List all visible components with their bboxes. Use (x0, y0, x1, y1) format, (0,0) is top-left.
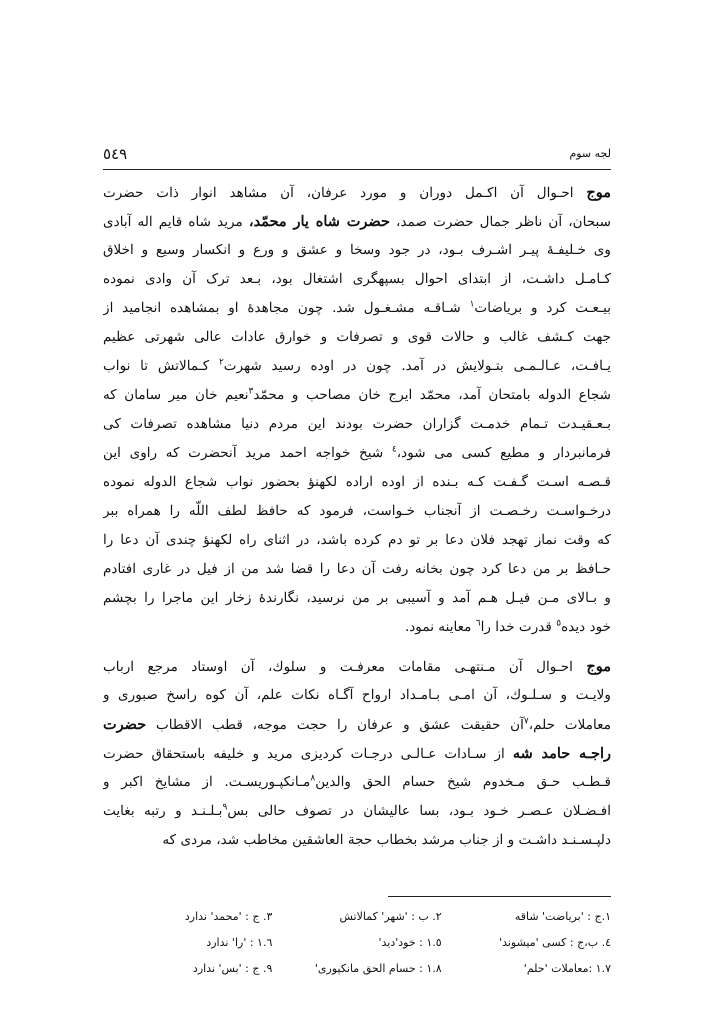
footnote: ١.ج : 'برياضت' شاقه (514, 910, 611, 923)
keyword: حضرت (103, 716, 147, 733)
keyword: موج (586, 184, 611, 201)
text-run: حـافظ بر من دعا كرد چون بخانه رفت آن دعا را قضا شد من از فيل در غارى افتادم (103, 561, 611, 577)
text-line (103, 739, 611, 768)
text-line (103, 236, 611, 265)
keyword: حضرت شاه يار محمّد، (248, 213, 390, 230)
body-text (103, 178, 611, 855)
text-line (103, 265, 611, 294)
text-line (103, 710, 611, 739)
text-run: شـاقـه مشـغـول شد. چون مجاهدهٔ او بمشاهده انجاميد از (103, 300, 470, 316)
text-run: مريد شاه قايم اله آبادى (103, 214, 249, 230)
text-run: خود ديده (561, 619, 611, 635)
text-run: افـضـلان عـصـر خـود بـود، بسا عاليشان در تصوف حالى بس (227, 803, 611, 819)
footnote-rule (388, 896, 611, 897)
text-line (103, 681, 611, 710)
footnote-marker: ٩ (222, 802, 228, 813)
text-run: نعيم خان مير سامان كه (103, 387, 249, 403)
text-run: فرمانبردار و مطيع كسى مى شود، (396, 445, 611, 461)
footnote: ١.٨ : حسام الحق مانكپورى' (314, 962, 442, 975)
text-line (103, 613, 611, 642)
text-run: سبحان، آن ناظر جمال حضرت صمد، (389, 214, 611, 230)
page-number: ٥٤٩ (103, 145, 128, 163)
text-line (103, 584, 611, 613)
footnote: ١.٦ : 'را' ندارد (206, 936, 273, 949)
footnote-marker: ٨ (310, 773, 316, 784)
text-run: شجاع الدوله بامتحان آمد، محمّد ايرج خان مصاحب و محمّد (253, 387, 611, 403)
text-run: جهت كـشف غالب و حالات قوى و تصرفات و خوارق عادات عالى شهرتى عظيم (103, 329, 611, 345)
keyword: موج (586, 658, 611, 675)
text-line (103, 352, 611, 381)
footnote-marker: ٤ (391, 444, 397, 455)
text-run: احـوال آن مـنتهـى مقامات معرفـت و سلوك، آن اوستاد مرجع ارباب (103, 659, 587, 675)
footnote-row (103, 904, 611, 930)
text-line (103, 178, 611, 207)
text-line (103, 526, 611, 555)
footnote: ١.٧ :معاملات 'حلم' (523, 962, 611, 975)
text-run: دلپـسـنـد داشـت و از جناب مرشد بخطاب حجة العاشقين مخاطب شد، مردى كه (162, 832, 611, 848)
footnote: ٢. ب : 'شهر' كمالاتش (339, 910, 442, 923)
text-line (103, 797, 611, 826)
running-head: لجه سوم (569, 147, 611, 160)
text-run: بيـعـت كرد و برياضات (474, 300, 611, 316)
footnote-marker: ٦ (475, 618, 481, 629)
text-run: ولايـت و سـلـوك، آن امـى بـامـداد ارواح آگـاه نكات علم، آن كوه راسخ صبورى و (103, 687, 611, 703)
text-line (103, 555, 611, 584)
text-run: كـامـل داشـت، از ابتداى احوال بسپهگرى اشتغال بود، بـعد ترک آن وادى نموده (103, 271, 611, 287)
footnote-row (103, 930, 611, 956)
footnote-marker: ١ (469, 299, 475, 310)
text-line (103, 468, 611, 497)
text-line (103, 323, 611, 352)
text-run: و بـالاى مـن فيـل هـم آمد و آسيبى بر من نرسيد، نگارندهٔ زخار اين ماجرا را بچشم (103, 590, 611, 606)
text-run: از سـادات عـالـى درجـات كردیزى مريد و خليفه باستحقاق حضرت (103, 746, 513, 762)
footnote-marker: ٧ (523, 716, 529, 727)
footnote-row (103, 956, 611, 982)
text-line (103, 652, 611, 681)
text-line (103, 768, 611, 797)
text-line (103, 410, 611, 439)
text-run: كه وقت نماز تهجد فلان دعا بر تو دم كرده باشد، در اثناى راه لكهنؤ چندى آن دعا را (103, 532, 611, 548)
footnote-marker: ٣ (248, 386, 254, 397)
text-run: درخـواسـت رخـصـت از آنجناب خـواست، فرمود كه حافظ لطف اللّه را همراه ببر (103, 503, 611, 519)
text-line (103, 294, 611, 323)
paragraph (103, 652, 611, 855)
text-run: قـطـب حـق مـخدوم شيخ حسام الحق والدين (315, 774, 611, 790)
text-run: قدرت خدا را (480, 619, 557, 635)
text-run: معاينه نمود. (404, 619, 476, 635)
text-line (103, 826, 611, 855)
footnotes (103, 904, 611, 982)
text-run: كـمالاتش تا نواب (103, 358, 219, 374)
footnote: ١.٥ : خود'ديد' (378, 936, 442, 949)
text-line (103, 207, 611, 236)
page-header (103, 145, 611, 170)
text-line (103, 381, 611, 410)
text-run: بـعـقيـدت تـمام خدمـت گزاران حضرت بودند اين مردم دنيا مشاهده تصرفات كى (103, 416, 611, 432)
text-run: وى خـليفـهٔ پيـر اشـرف بـود، در جود وسخا و عشق و ورع و انكسار وسيع و اخلاق (103, 242, 611, 258)
text-run: احـوال آن اكـمل دوران و مورد عرفان، آن مشاهد انوار ذات حضرت (103, 185, 587, 201)
text-line (103, 497, 611, 526)
text-run: قـصـه اسـت گـفـت كـه بـنده از اوده اراده لكهنؤ بحضور نواب شجاع الدوله نموده (103, 474, 611, 490)
text-line (103, 439, 611, 468)
text-run: معاملات حلم، (528, 717, 611, 733)
text-run: شيخ خواجه احمد مريد آنحضرت كه راوى اين (103, 445, 392, 461)
text-run: بـلـنـد و رتبه بغايت (103, 803, 223, 819)
footnote: ٤. ب،ج : كسى 'ميشوند' (499, 936, 611, 949)
footnote-marker: ٥ (556, 618, 562, 629)
footnote: ٩. ج : 'بس' ندارد (192, 962, 273, 975)
footnote: ٣. ج : 'محمد' ندارد (184, 910, 273, 923)
keyword: راجـه حامد شه (512, 745, 611, 762)
paragraph (103, 178, 611, 642)
text-run: آن حقيقت عشق و عرفان را حجت موجه، قطب الاقطاب (146, 717, 524, 733)
text-run: يـافـت، عـالـمـى بتـولايش در آمد. چون در اوده رسيد شهرت (223, 358, 611, 374)
text-run: مـانكپـوريسـت. از مشايخ اكبر و (103, 774, 311, 790)
footnote-marker: ٢ (218, 357, 224, 368)
